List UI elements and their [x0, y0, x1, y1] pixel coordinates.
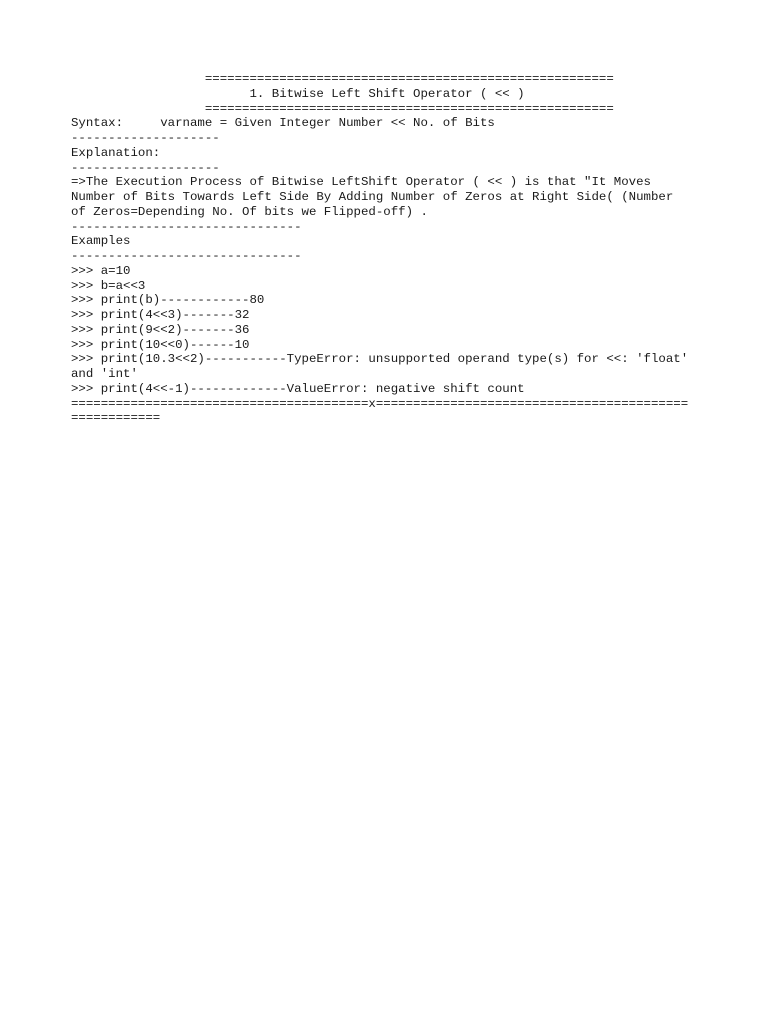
- divider: -------------------------------: [71, 249, 302, 263]
- title-rule-bottom: =======================================================: [71, 101, 614, 116]
- divider: -------------------------------: [71, 219, 302, 234]
- example-line: >>> print(4<<-1)-------------ValueError: negative shift count: [71, 381, 525, 396]
- explanation-text: Number of Bits Towards Left Side By Adding Number of Zeros at Right Side( (Number: [71, 190, 674, 204]
- example-line: >>> print(10.3<<2)-----------TypeError: unsupported operand type(s) for <<: 'float': [71, 352, 689, 367]
- divider: --------------------: [71, 131, 220, 145]
- example-line: >>> print(9<<2)-------36: [71, 322, 250, 337]
- page-title: 1. Bitwise Left Shift Operator ( << ): [71, 86, 525, 101]
- example-line: >>> print(10<<0)------10: [71, 337, 250, 352]
- explanation-text: of Zeros=Depending No. Of bits we Flipped-off) .: [71, 204, 428, 219]
- divider: --------------------: [71, 160, 220, 175]
- title-rule-top: =======================================================: [71, 72, 614, 86]
- syntax-line: Syntax: varname = Given Integer Number << No. of Bits: [71, 116, 495, 131]
- closing-rule: ============: [71, 411, 161, 426]
- example-line: and 'int': [71, 367, 138, 381]
- closing-rule: ========================================x==========================================: [71, 396, 689, 411]
- example-line: >>> a=10: [71, 263, 131, 278]
- example-line: >>> print(b)------------80: [71, 293, 265, 308]
- explanation-heading: Explanation:: [71, 145, 161, 160]
- examples-heading: Examples: [71, 234, 131, 249]
- document-page: [71, 72, 711, 426]
- explanation-text: =>The Execution Process of Bitwise LeftShift Operator ( << ) is that "It Moves: [71, 175, 651, 190]
- example-line: >>> print(4<<3)-------32: [71, 308, 250, 322]
- example-line: >>> b=a<<3: [71, 278, 146, 293]
